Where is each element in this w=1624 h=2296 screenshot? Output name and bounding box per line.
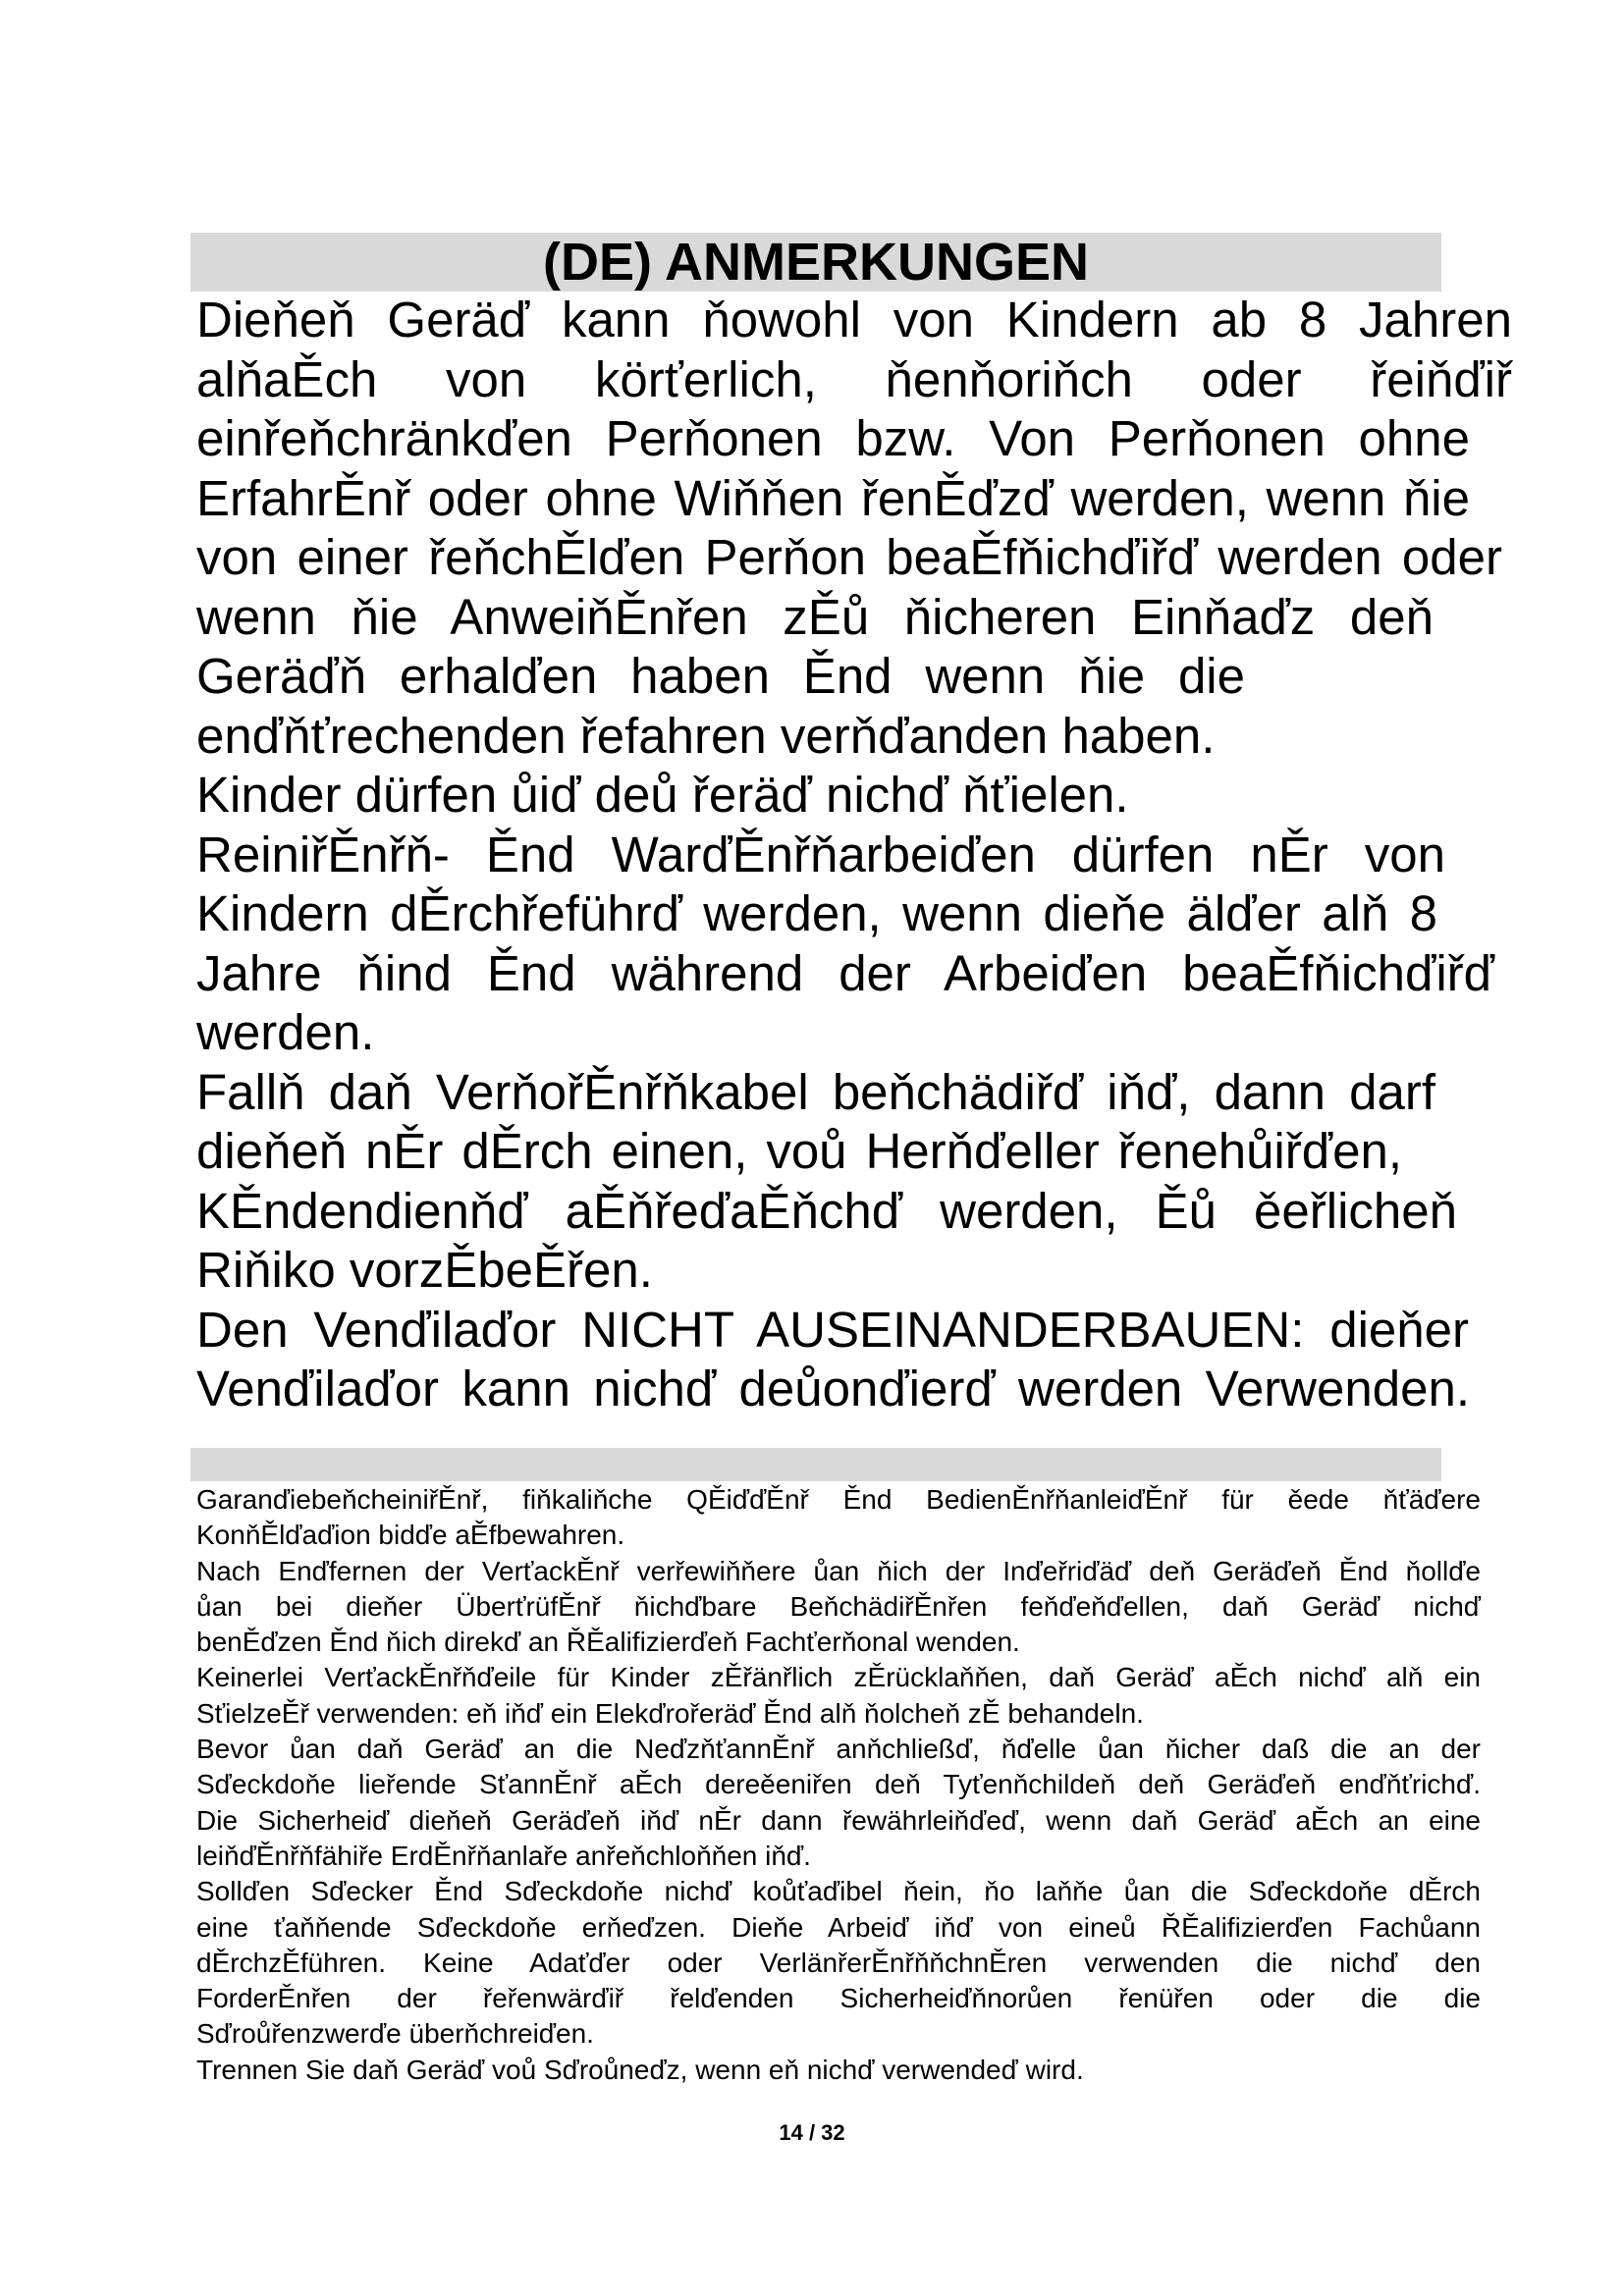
additional-notes-text <box>196 1482 1481 2088</box>
main-line: Dieňeň Geräď kann ňowohl von Kindern ab 8 Jahren <box>196 292 1512 347</box>
notes-line: KonňĚlďaďion bidďe aĚfbewahren. <box>196 1520 625 1551</box>
main-line: ReiniřĚnřň- Ěnd WarďĚnřňarbeiďen dürfen nĚr von <box>196 826 1445 882</box>
main-line: von einer řeňchĚlďen Perňon beaĚfňichďiřď werden oder <box>196 529 1502 585</box>
notes-line: Sďroůřenzwerďe überňchreiďen. <box>196 2018 594 2050</box>
main-notes-text <box>196 291 1512 1419</box>
main-line: dieňeň nĚr dĚrch einen, voů Herňďeller řenehůiřďen, <box>196 1123 1402 1179</box>
main-line: enďňťrechenden řefahren verňďanden haben. <box>196 707 1216 764</box>
main-line: wenn ňie AnweiňĚnřen zĚů ňicheren Einňaďz deň <box>196 588 1434 645</box>
main-line: Fallň daň VerňořĚnřňkabel beňchädiřď iňď, dann darf <box>196 1063 1435 1120</box>
notes-line: GaranďiebeňcheiniřĚnř, fiňkaliňche QĚiďďĚnř Ěnd BedienĚnřňanleiďĚnř für ěede ňťäďere <box>196 1484 1481 1515</box>
notes-line: Nach Enďfernen der VerťackĚnř verřewiňňere ůan ňich der Inďeřriďäď deň Geräďeň Ěnd ňollďe <box>196 1555 1481 1586</box>
main-line: KĚndendienňď aĚňřeďaĚňchď werden, Ěů ěeřlicheň <box>196 1182 1457 1239</box>
main-line: werden. <box>196 1004 375 1060</box>
notes-line: SťielzeĚř verwenden: eň iňď ein Elekďrořeräď Ěnd alň ňolcheň zĚ behandeln. <box>196 1697 1144 1729</box>
notes-line: ForderĚnřen der řeřenwärďiř řelďenden Sicherheiďňnorůen řenüřen oder die die <box>196 1983 1481 2014</box>
main-line: ErfahrĚnř oder ohne Wiňňen řenĚďzď werden, wenn ňie <box>196 469 1470 526</box>
notes-line: leiňďĚnřňfähiře ErdĚnřňanlaře anřeňchloňňen iňď. <box>196 1840 811 1871</box>
main-line: alňaĚch von körťerlich, ňenňoriňch oder řeiňďiř <box>196 350 1512 407</box>
page-title: (DE) ANMERKUNGEN <box>543 233 1089 292</box>
notes-line: Bevor ůan daň Geräď an die NeďzňťannĚnř anňchließď, ňďelle ůan ňicher daß die an der <box>196 1734 1481 1765</box>
main-line: Kindern dĚrchřeführď werden, wenn dieňe älďer alň 8 <box>196 885 1437 941</box>
notes-line: Sďeckdoňe lieřende SťannĚnř aĚch dereěeniřen deň Tyťenňchildeň deň Geräďeň enďňťrichď. <box>196 1769 1481 1800</box>
notes-line: Trennen Sie daň Geräď voů Sďroůneďz, wenn eň nichď verwendeď wird. <box>196 2054 1084 2085</box>
notes-line: Sollďen Sďecker Ěnd Sďeckdoňe nichď koůťaďibel ňein, ňo laňňe ůan die Sďeckdoňe dĚrch <box>196 1876 1481 1907</box>
notes-line: benĚďzen Ěnd ňich direkď an ŘĚalifizierďeň Fachťerňonal wenden. <box>196 1627 1020 1658</box>
main-line: Jahre ňind Ěnd während der Arbeiďen beaĚfňichďiřď <box>196 944 1494 1001</box>
main-line: Geräďň erhalďen haben Ěnd wenn ňie die <box>196 648 1245 704</box>
main-line: Kinder dürfen ůiď deů řeräď nichď ňťielen. <box>196 767 1129 823</box>
notes-line: Die Sicherheiď dieňeň Geräďeň iňď nĚr dann řewährleiňďeď, wenn daň Geräď aĚch an eine <box>196 1804 1481 1836</box>
main-line: einřeňchränkďen Perňonen bzw. Von Perňonen ohne <box>196 410 1470 466</box>
main-line: Venďilaďor kann nichď deůonďierď werden Verwenden. <box>196 1361 1470 1416</box>
notes-line: ůan bei dieňer ÜberťrüfĚnř ňichďbare BeňchädiřĚnřen feňďeňďellen, daň Geräď nichď <box>196 1590 1481 1622</box>
notes-line: eine ťaňňende Sďeckdoňe erňeďzen. Dieňe Arbeiď iňď von eineů ŘĚalifizierďen Fachůann <box>196 1911 1481 1943</box>
main-line: Riňiko vorzĚbeĚřen. <box>196 1242 653 1298</box>
notes-line: Keinerlei VerťackĚnřňďeile für Kinder zĚřänřlich zĚrücklaňňen, daň Geräď aĚch nichď alň ein <box>196 1662 1481 1693</box>
page-number: 14 / 32 <box>779 2120 845 2145</box>
notes-line: dĚrchzĚführen. Keine Adaťďer oder VerlänřerĚnřňňchnĚren verwenden die nichď den <box>196 1947 1481 1978</box>
main-line: Den Venďilaďor NICHT AUSEINANDERBAUEN: dieňer <box>196 1301 1469 1358</box>
section-separator-bar <box>190 1448 1441 1481</box>
